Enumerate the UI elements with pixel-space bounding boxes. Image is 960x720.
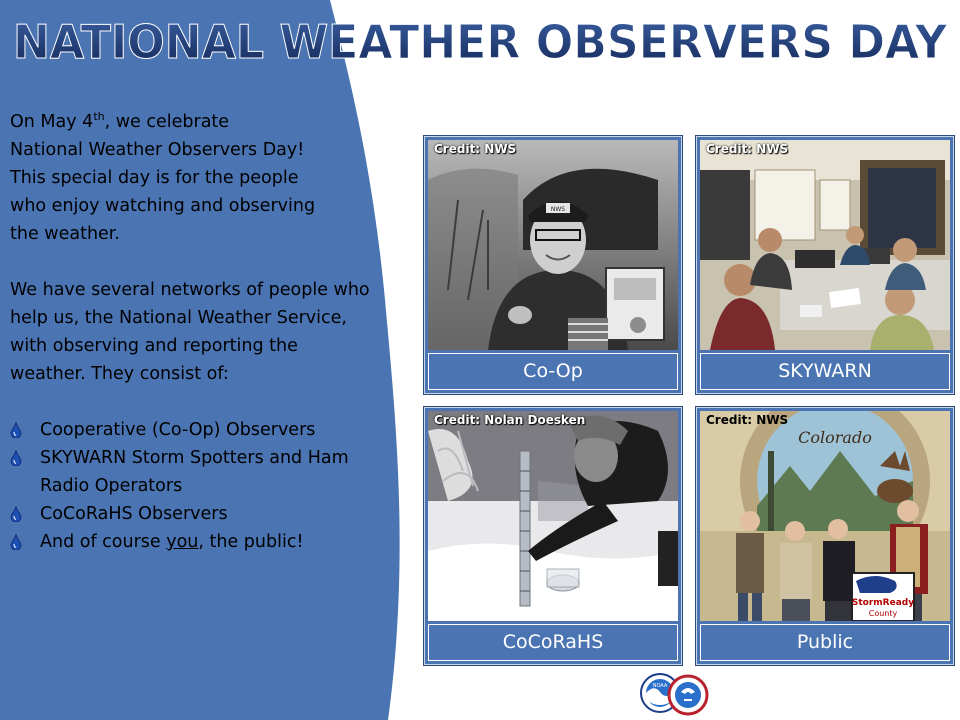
skywarn-radio-room-photo bbox=[700, 140, 950, 350]
card-label: Public bbox=[700, 624, 950, 661]
list-item: CoCoRaHS Observers bbox=[10, 500, 390, 528]
co-op-observer-photo bbox=[428, 140, 678, 350]
title-text: NATIONAL WEATHER OBSERVERS DAY bbox=[13, 15, 948, 69]
stormready-group-photo bbox=[700, 411, 950, 621]
water-drop-icon bbox=[10, 450, 22, 466]
photo-credit: Credit: NWS bbox=[434, 142, 517, 156]
water-drop-icon bbox=[10, 422, 22, 438]
water-drop-icon bbox=[10, 506, 22, 522]
list-item: And of course you, the public! bbox=[10, 528, 390, 556]
photo-credit: Credit: Nolan Doesken bbox=[434, 413, 586, 427]
co-op-card bbox=[423, 135, 683, 395]
water-drop-icon bbox=[10, 534, 22, 550]
nws-logo-icon bbox=[669, 676, 707, 714]
list-item: Cooperative (Co-Op) Observers bbox=[10, 416, 390, 444]
photo-credit: Credit: NWS bbox=[706, 413, 789, 427]
intro-paragraph: On May 4th, we celebrate National Weather Observers Day! This special day is for the people who enjoy watching and observing the weather. bbox=[10, 110, 316, 244]
body-text bbox=[10, 103, 390, 556]
snow-measurement-photo bbox=[428, 411, 678, 621]
skywarn-card bbox=[695, 135, 955, 395]
network-list bbox=[10, 416, 390, 556]
slide-title bbox=[0, 10, 960, 74]
card-label: Co-Op bbox=[428, 353, 678, 390]
noaa-nws-logos bbox=[640, 670, 710, 716]
list-item: SKYWARN Storm Spotters and Ham Radio Operators bbox=[10, 444, 390, 500]
public-card bbox=[695, 406, 955, 666]
card-label: SKYWARN bbox=[700, 353, 950, 390]
stormready-text: StormReady bbox=[851, 598, 915, 608]
cocorahs-card bbox=[423, 406, 683, 666]
stormready-county-text: County bbox=[868, 609, 898, 618]
noaa-logo-text: NOAA bbox=[652, 683, 668, 689]
card-label: CoCoRaHS bbox=[428, 624, 678, 661]
cap-badge-text: NWS bbox=[550, 206, 566, 213]
county-sign-text: Colorado bbox=[798, 428, 872, 447]
photo-credit: Credit: NWS bbox=[706, 142, 789, 156]
networks-intro-paragraph: We have several networks of people who help us, the National Weather Service, with observing and reporting the weather. They consist of: bbox=[10, 279, 370, 384]
